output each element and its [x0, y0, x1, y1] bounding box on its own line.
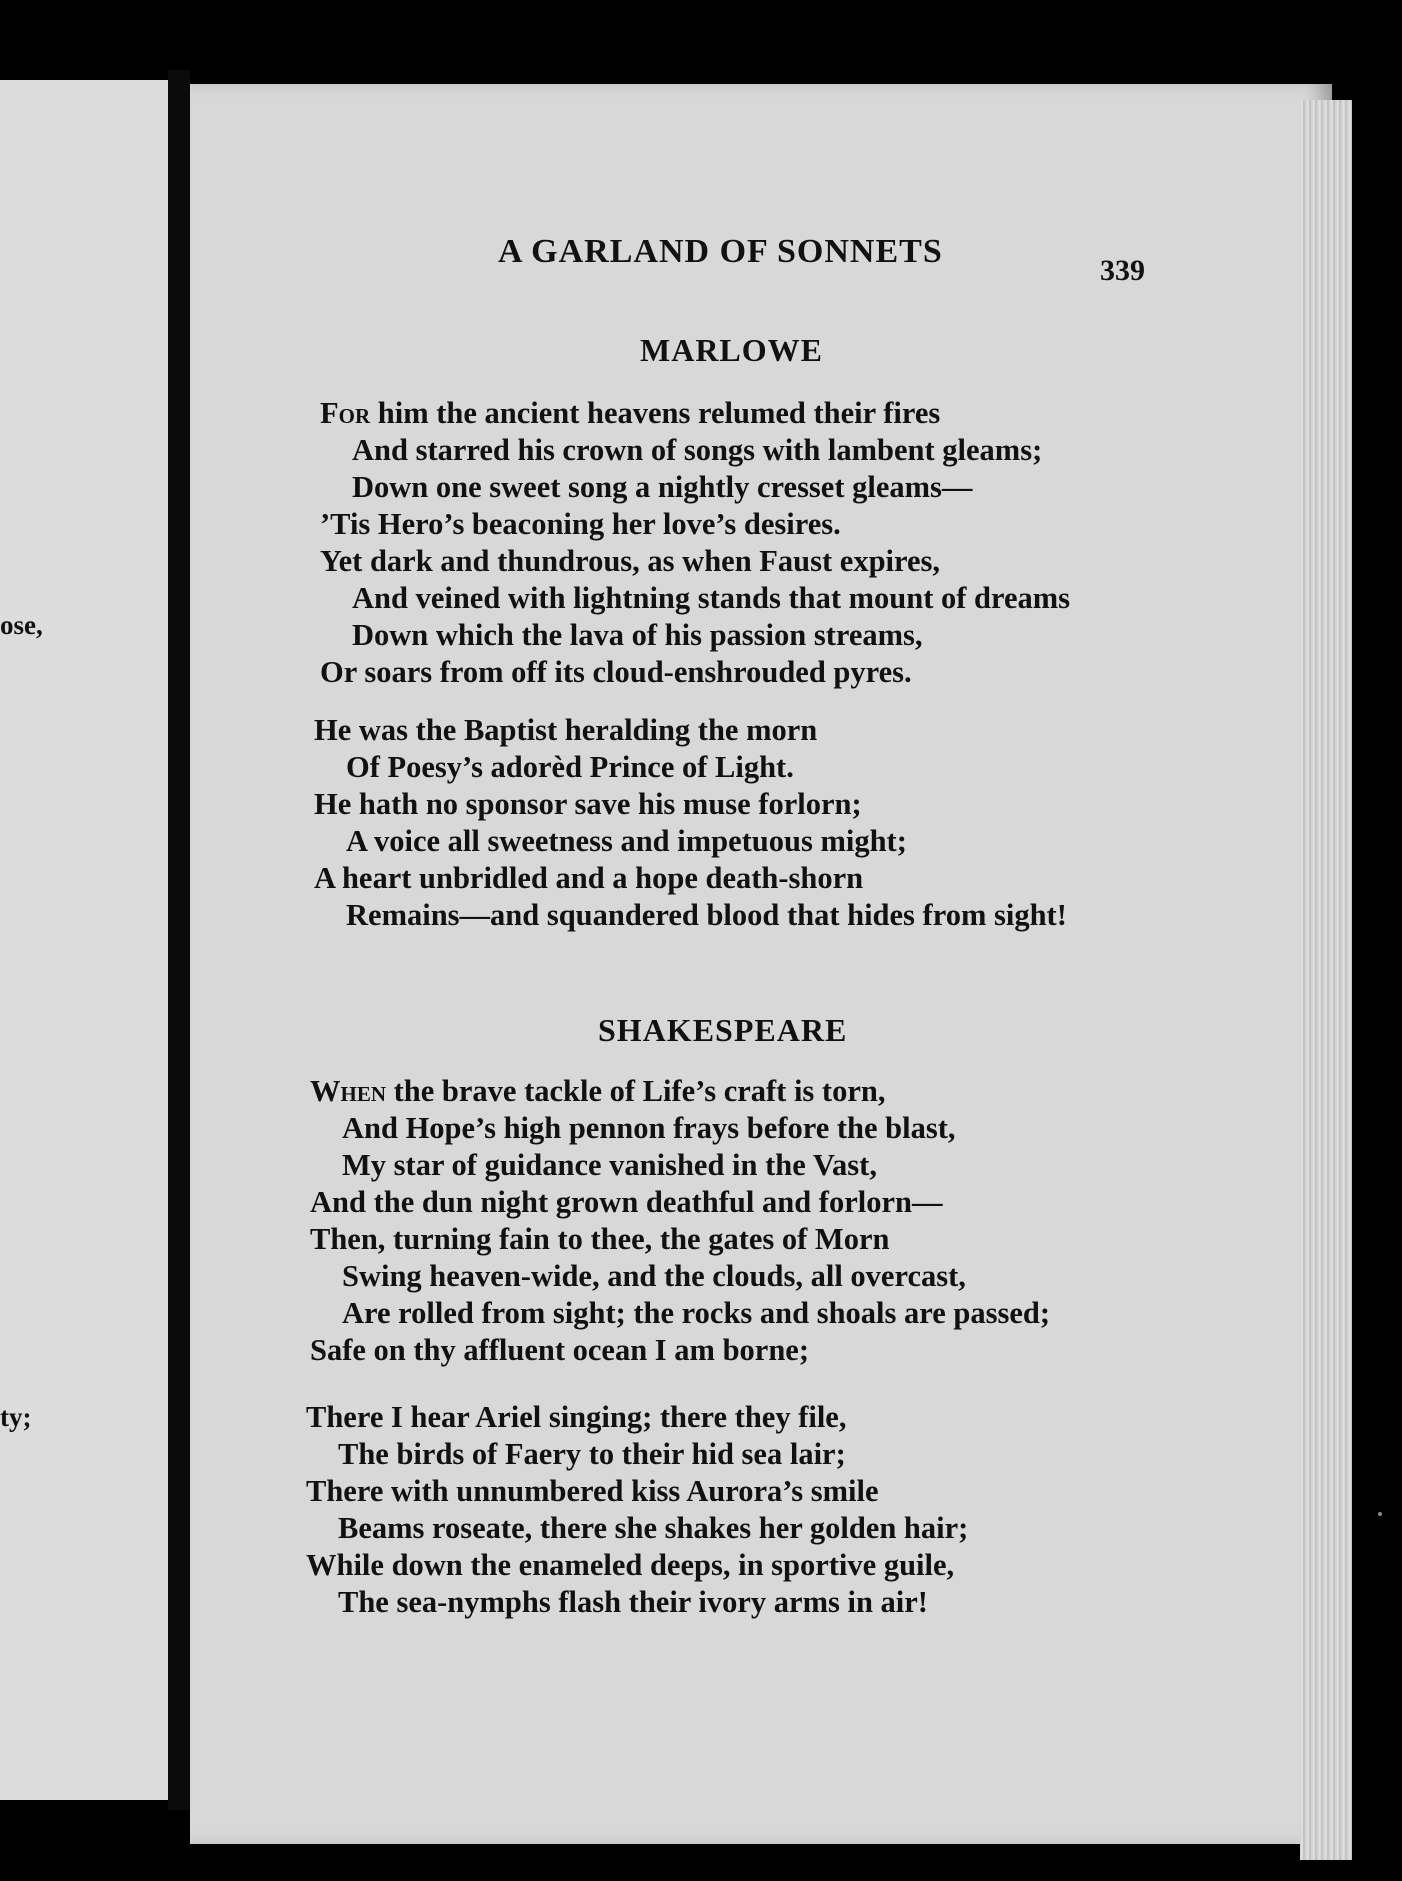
poem-line: Of Poesy’s adorèd Prince of Light.: [346, 750, 794, 784]
stanza: [314, 712, 1067, 934]
line-rest: the brave tackle of Life’s craft is torn,: [386, 1074, 886, 1108]
line-lead: When: [310, 1074, 387, 1108]
poem-line: And veined with lightning stands that mount of dreams: [352, 581, 1071, 615]
poem-title: SHAKESPEARE: [598, 1012, 848, 1048]
poem-line: Down one sweet song a nightly cresset gleams—: [352, 470, 973, 504]
page-number: 339: [1100, 254, 1145, 287]
left-page-fragment: ose,: [0, 610, 43, 640]
poem-line: And starred his crown of songs with lambent gleams;: [352, 433, 1043, 467]
poem-line: A voice all sweetness and impetuous might;: [346, 824, 907, 858]
poem-line: [320, 395, 1070, 432]
poem-title: MARLOWE: [640, 332, 823, 368]
poem-line: While down the enameled deeps, in sportive guile,: [306, 1548, 955, 1582]
poem-line: And Hope’s high pennon frays before the blast,: [342, 1111, 956, 1145]
poem-line: Or soars from off its cloud-enshrouded pyres.: [320, 655, 912, 689]
poem-line: Beams roseate, there she shakes her golden hair;: [338, 1511, 969, 1545]
stanza: [320, 395, 1070, 691]
poem-line: Safe on thy affluent ocean I am borne;: [310, 1333, 809, 1367]
poem-line: Down which the lava of his passion streams,: [352, 618, 923, 652]
poem-line: He was the Baptist heralding the morn: [314, 713, 818, 747]
poem-line: The sea-nymphs flash their ivory arms in air!: [338, 1585, 928, 1619]
poem-line: Swing heaven-wide, and the clouds, all overcast,: [342, 1259, 966, 1293]
poem-line: Then, turning fain to thee, the gates of Morn: [310, 1222, 890, 1256]
poem-line: The birds of Faery to their hid sea lair;: [338, 1437, 846, 1471]
poem-line: He hath no sponsor save his muse forlorn;: [314, 787, 862, 821]
poem-line: Remains—and squandered blood that hides from sight!: [346, 898, 1067, 932]
poem-line: A heart unbridled and a hope death-shorn: [314, 861, 864, 895]
poem-line: [310, 1073, 1050, 1110]
poem-line: There I hear Ariel singing; there they file,: [306, 1400, 847, 1434]
line-rest: him the ancient heavens relumed their fires: [370, 396, 941, 430]
line-lead: For: [320, 396, 371, 430]
running-head: A GARLAND OF SONNETS: [498, 233, 943, 270]
left-page-fragment: ty;: [0, 1402, 32, 1432]
poem-line: Yet dark and thundrous, as when Faust expires,: [320, 544, 941, 578]
poem-line: There with unnumbered kiss Aurora’s smile: [306, 1474, 879, 1508]
stanza: [306, 1399, 968, 1621]
poem-line: And the dun night grown deathful and forlorn—: [310, 1185, 943, 1219]
poem-line: My star of guidance vanished in the Vast,: [342, 1148, 877, 1182]
poem-line: Are rolled from sight; the rocks and shoals are passed;: [342, 1296, 1051, 1330]
poem-line: ’Tis Hero’s beaconing her love’s desires.: [320, 507, 841, 541]
stanza: [310, 1073, 1050, 1369]
